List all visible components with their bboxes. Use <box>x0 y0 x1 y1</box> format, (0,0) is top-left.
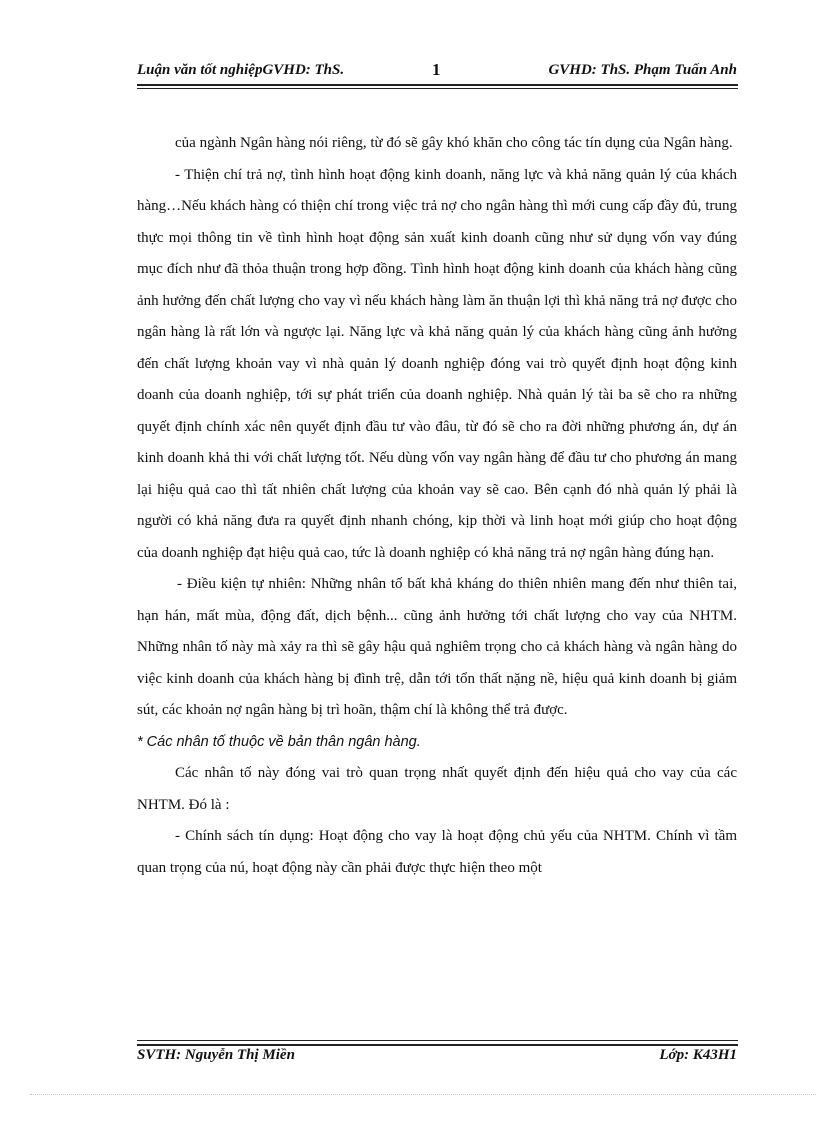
header-rule-thin <box>137 88 738 89</box>
header-rule-thick <box>137 84 738 86</box>
footer-student: SVTH: Nguyễn Thị Miền <box>137 1047 295 1063</box>
footer-class: Lớp: K43H1 <box>659 1047 737 1063</box>
page-boundary-dotted-line <box>30 1094 816 1095</box>
paragraph-continuation: của ngành Ngân hàng nói riêng, từ đó sẽ gây khó khăn cho công tác tín dụng của Ngân hàng. <box>175 135 733 151</box>
header-left-title: Luận văn tốt nghiệpGVHD: ThS. <box>137 62 345 78</box>
footer-rule-thin <box>137 1040 738 1041</box>
section-heading-bank-factors: * Các nhân tố thuộc về bản thân ngân hàng. <box>137 733 421 750</box>
paragraph-bank-factors-intro: Các nhân tố này đóng vai trò quan trọng nhất quyết định đến hiệu quả cho vay của các NHTM. Đó là : <box>137 765 737 813</box>
paragraph-credit-policy: - Chính sách tín dụng: Hoạt động cho vay là hoạt động chủ yếu của NHTM. Chính vì tầm quan trọng của nú, hoạt động này cần phải được thực hiện theo một <box>137 828 737 876</box>
page-footer <box>137 1047 737 1069</box>
document-body <box>137 128 737 884</box>
page-number: 1 <box>432 60 441 79</box>
page-header <box>137 58 737 84</box>
paragraph-natural-conditions: - Điều kiện tự nhiên: Những nhân tố bất khả kháng do thiên nhiên mang đến như thiên tai, hạn hán, mất mùa, động đất, dịch bệnh... cũng ảnh hưởng tới chất lượng cho vay của NHTM. Những nhân tố này mà xảy ra thì sẽ gây hậu quả nghiêm trọng cho cả khách hàng và ngân hàng do việc kinh doanh của khách hàng bị đình trệ, dẫn tới tổn thất nặng nề, hiệu quả kinh doanh bị giảm sút, các khoản nợ ngân hàng bị trì hoãn, thậm chí là không thể trả được. <box>137 576 737 718</box>
paragraph-customer-factors: - Thiện chí trả nợ, tình hình hoạt động kinh doanh, năng lực và khả năng quản lý của khách hàng…Nếu khách hàng có thiện chí trong việc trả nợ cho ngân hàng thì mới cung cấp đầy đủ, trung thực mọi thông tin về tình hình hoạt động sản xuất kinh doanh cũng như sử dụng vốn vay đúng mục đích như đã thỏa thuận trong hợp đồng. Tình hình hoạt động kinh doanh của khách hàng cũng ảnh hưởng đến chất lượng cho vay vì nếu khách hàng làm ăn thuận lợi thì khả năng trả nợ được cho ngân hàng là rất lớn và ngược lại. Năng lực và khả năng quản lý của khách hàng cũng ảnh hưởng đến chất lượng khoản vay vì nhà quản lý doanh nghiệp đóng vai trò quyết định hoạt động kinh doanh của doanh nghiệp, tới sự phát triển của doanh nghiệp. Nhà quản lý tài ba sẽ cho ra những quyết định chính xác nên quyết định đầu tư vào đâu, từ đó sẽ cho ra đời những phương án, dự án kinh doanh khả thi với chất lượng tốt. Nếu dùng vốn vay ngân hàng để đầu tư cho phương án mang lại hiệu quả cao thì tất nhiên chất lượng của khoản vay sẽ cao. Bên cạnh đó nhà quản lý phải là người có khả năng đưa ra quyết định nhanh chóng, kịp thời và linh hoạt mới giúp cho hoạt động của doanh nghiệp đạt hiệu quả cao, tức là doanh nghiệp có khả năng trả nợ ngân hàng đúng hạn. <box>137 166 737 561</box>
footer-rule-thick <box>137 1044 738 1046</box>
header-right-advisor: GVHD: ThS. Phạm Tuấn Anh <box>548 62 737 78</box>
